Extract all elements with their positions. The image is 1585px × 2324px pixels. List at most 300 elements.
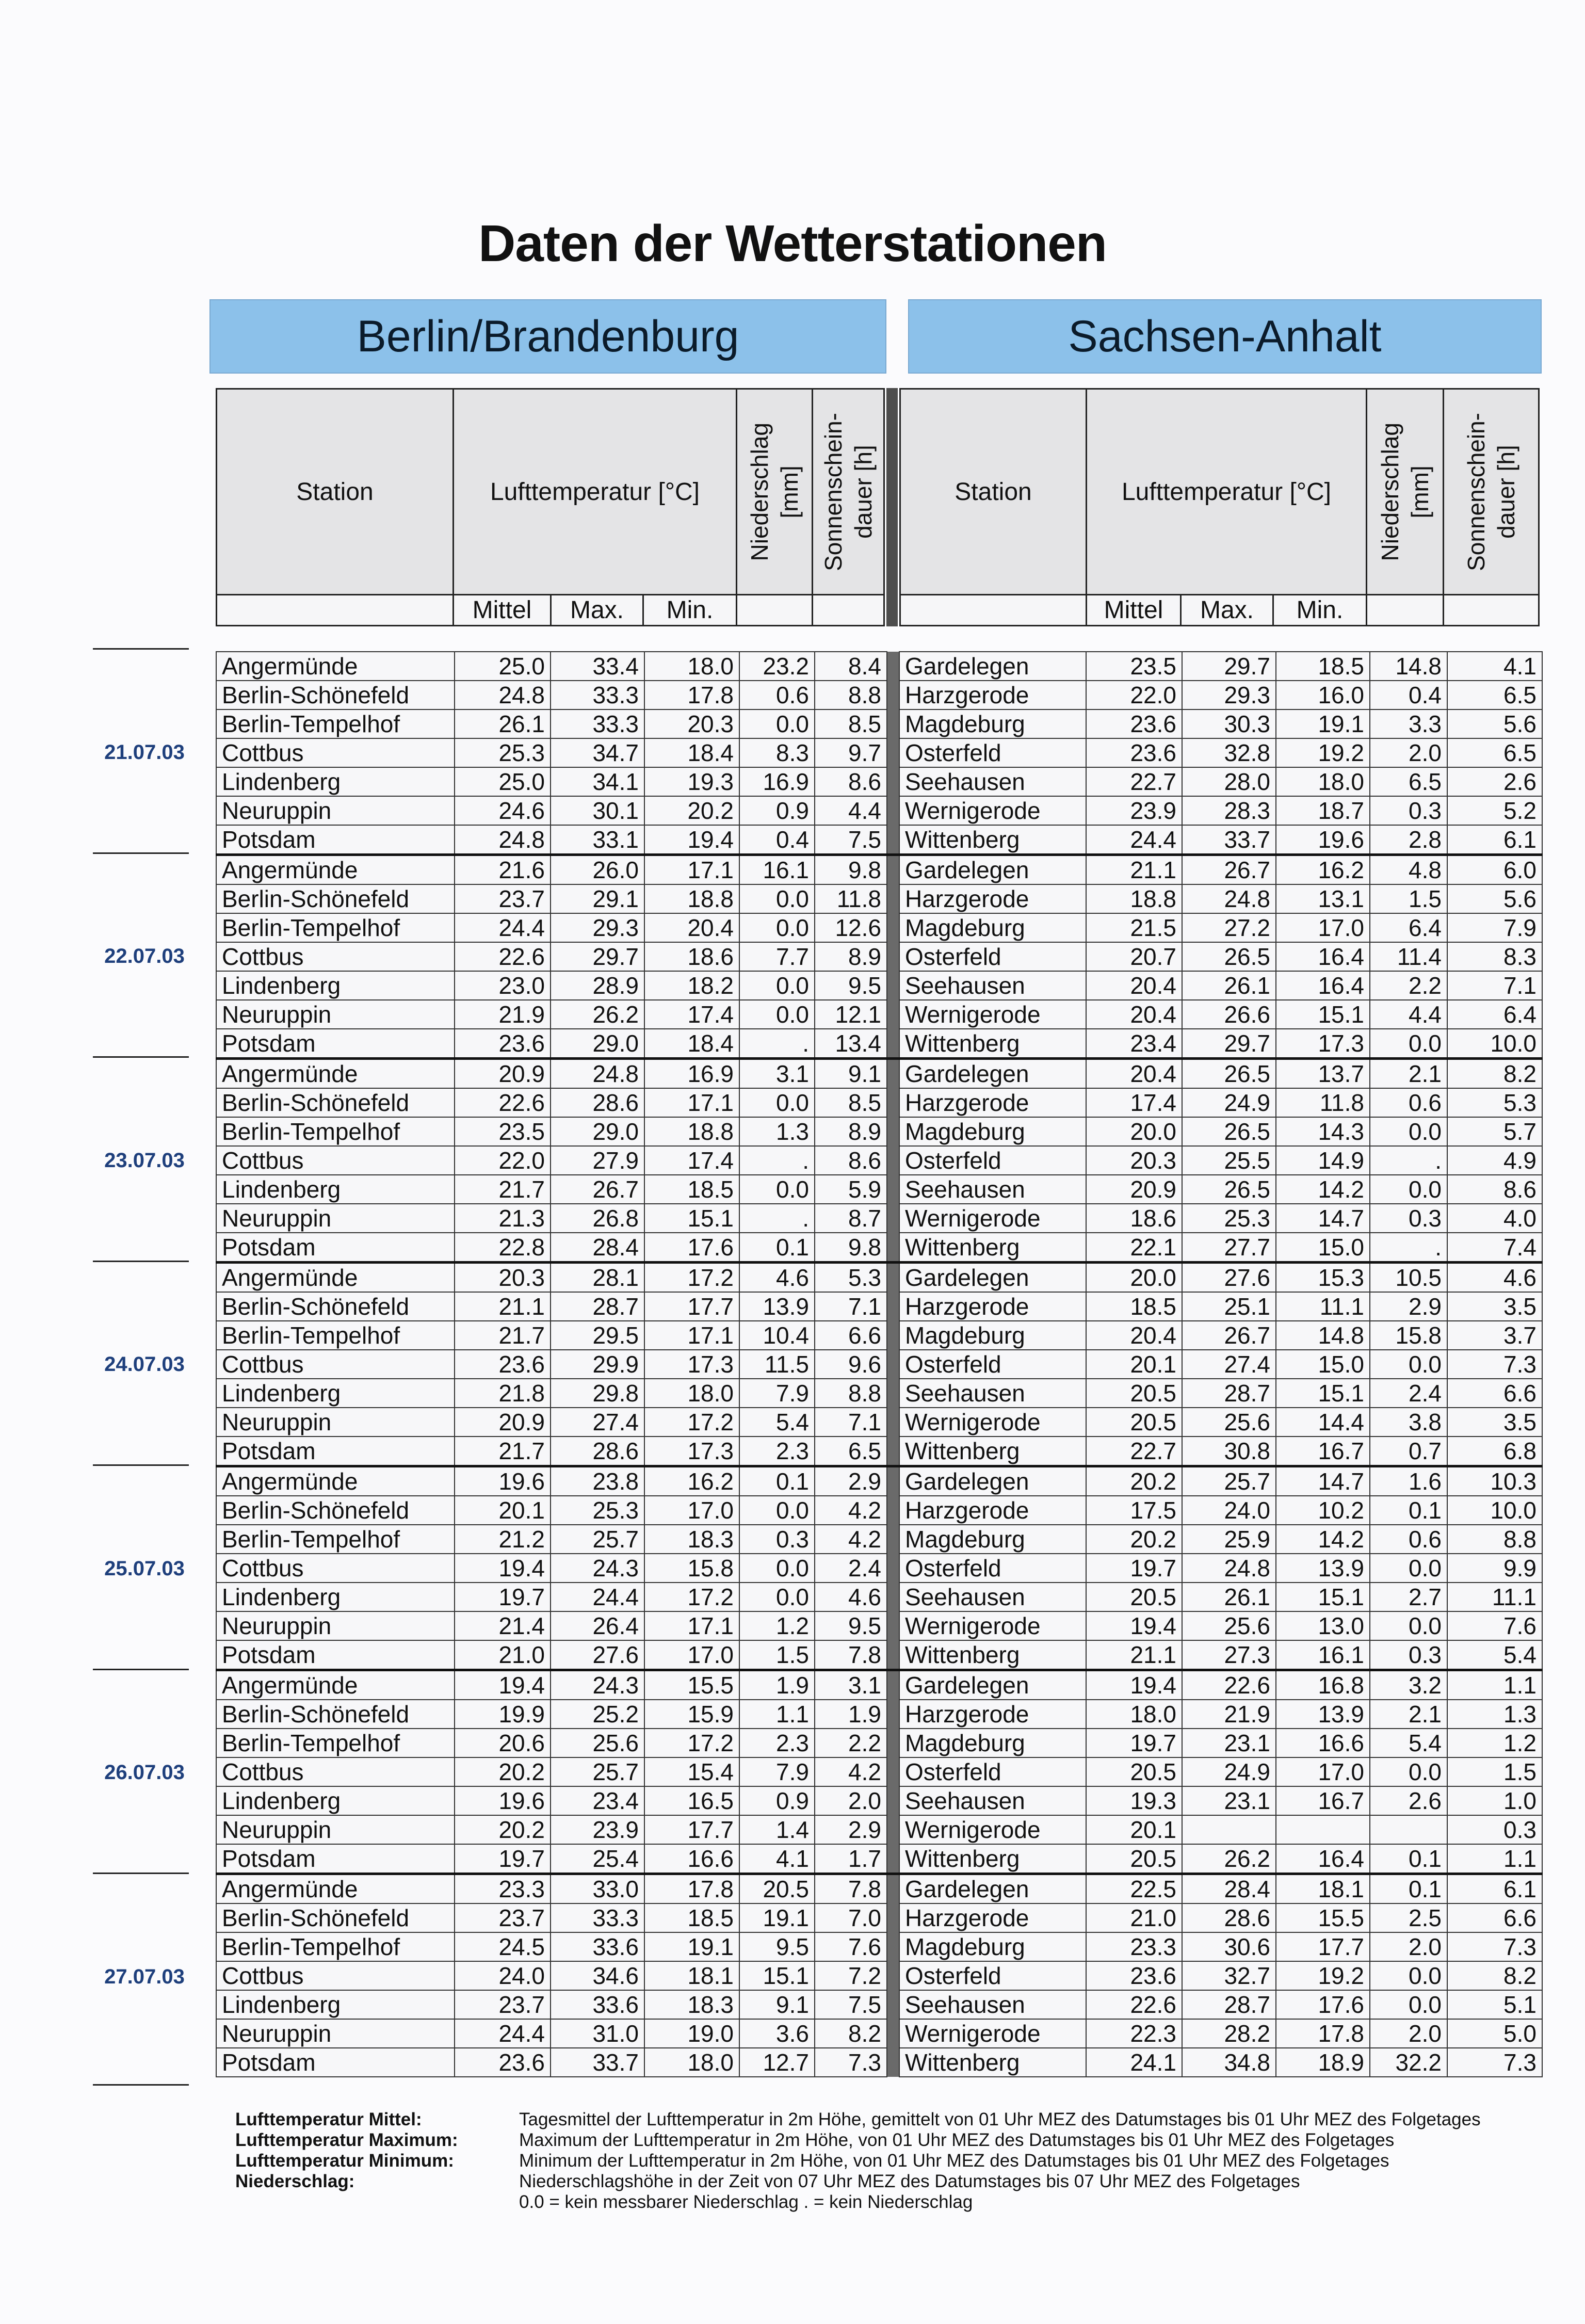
column-separator-cell xyxy=(887,1000,899,1029)
legend-term: Lufttemperatur Mittel: xyxy=(235,2109,422,2129)
column-separator-cell xyxy=(887,1961,899,1990)
min-cell-left: 20.4 xyxy=(644,913,739,942)
header-sun-right xyxy=(1443,388,1540,595)
sun-cell-right: 6.1 xyxy=(1447,1874,1542,1904)
sun-cell-right: 7.6 xyxy=(1447,1611,1542,1640)
sun-cell-right: 1.3 xyxy=(1447,1700,1542,1729)
mittel-cell-left: 21.7 xyxy=(455,1437,551,1466)
max-cell-right: 25.1 xyxy=(1182,1292,1276,1321)
date-divider xyxy=(93,1261,189,1262)
precip-cell-right: 11.4 xyxy=(1370,942,1447,971)
column-separator-cell xyxy=(887,1292,899,1321)
precip-cell-left: 19.1 xyxy=(739,1903,815,1932)
sun-cell-left: 7.8 xyxy=(815,1874,887,1904)
mittel-cell-right: 22.7 xyxy=(1086,1437,1182,1466)
precip-cell-right: 15.8 xyxy=(1370,1321,1447,1350)
max-cell-left: 23.8 xyxy=(551,1466,644,1496)
table-row xyxy=(216,652,1542,681)
station-name-left: Neuruppin xyxy=(216,1815,455,1844)
station-name-left: Potsdam xyxy=(216,1640,455,1670)
table-row xyxy=(216,1204,1542,1233)
mittel-cell-right: 23.6 xyxy=(1086,1961,1182,1990)
column-separator-cell xyxy=(887,942,899,971)
table-row xyxy=(216,1525,1542,1554)
mittel-cell-left: 23.0 xyxy=(455,971,551,1000)
table-row xyxy=(216,1088,1542,1117)
column-separator-cell xyxy=(887,1815,899,1844)
max-cell-right xyxy=(1182,1815,1276,1844)
station-name-right: Harzgerode xyxy=(899,1292,1086,1321)
mittel-cell-left: 20.2 xyxy=(455,1815,551,1844)
table-row xyxy=(216,1321,1542,1350)
mittel-cell-right: 20.5 xyxy=(1086,1379,1182,1408)
sun-cell-left: 2.9 xyxy=(815,1815,887,1844)
precip-cell-left: 0.0 xyxy=(739,884,815,913)
column-separator-cell xyxy=(887,913,899,942)
column-separator-cell xyxy=(887,1757,899,1786)
mittel-cell-right: 23.6 xyxy=(1086,709,1182,738)
min-cell-right: 13.9 xyxy=(1276,1700,1370,1729)
station-name-right: Seehausen xyxy=(899,767,1086,796)
min-cell-right: 13.9 xyxy=(1276,1554,1370,1583)
column-separator-cell xyxy=(887,1670,899,1700)
mittel-cell-right: 23.6 xyxy=(1086,738,1182,767)
sun-cell-left: 8.2 xyxy=(815,2019,887,2048)
mittel-cell-right: 18.8 xyxy=(1086,884,1182,913)
column-separator-cell xyxy=(887,1233,899,1263)
max-cell-left: 29.8 xyxy=(551,1379,644,1408)
station-name-left: Lindenberg xyxy=(216,767,455,796)
station-name-left: Berlin-Schönefeld xyxy=(216,1496,455,1525)
precip-cell-right: 0.6 xyxy=(1370,1525,1447,1554)
station-name-right: Magdeburg xyxy=(899,913,1086,942)
sun-cell-right: 9.9 xyxy=(1447,1554,1542,1583)
mittel-cell-left: 21.8 xyxy=(455,1379,551,1408)
precip-cell-left: 3.6 xyxy=(739,2019,815,2048)
legend-term: Lufttemperatur Maximum: xyxy=(235,2130,458,2150)
sun-cell-right: 10.0 xyxy=(1447,1496,1542,1525)
precip-cell-left: 0.0 xyxy=(739,1000,815,1029)
station-name-right: Wernigerode xyxy=(899,1611,1086,1640)
min-cell-right: 18.9 xyxy=(1276,2048,1370,2077)
mittel-cell-left: 21.7 xyxy=(455,1175,551,1204)
station-name-right: Wernigerode xyxy=(899,1204,1086,1233)
header-max-left: Max. xyxy=(550,594,644,626)
mittel-cell-left: 24.8 xyxy=(455,681,551,709)
station-name-left: Potsdam xyxy=(216,1233,455,1263)
sun-cell-left: 8.8 xyxy=(815,1379,887,1408)
mittel-cell-right: 20.9 xyxy=(1086,1175,1182,1204)
sun-cell-right: 1.2 xyxy=(1447,1729,1542,1757)
mittel-cell-right: 20.5 xyxy=(1086,1757,1182,1786)
max-cell-right: 28.7 xyxy=(1182,1379,1276,1408)
min-cell-right: 17.6 xyxy=(1276,1990,1370,2019)
column-separator-cell xyxy=(887,1583,899,1611)
station-name-right: Wernigerode xyxy=(899,1815,1086,1844)
min-cell-left: 17.2 xyxy=(644,1263,739,1293)
precip-cell-right xyxy=(1370,1815,1447,1844)
precip-cell-left: 7.9 xyxy=(739,1757,815,1786)
station-name-left: Cottbus xyxy=(216,942,455,971)
header-sun-left-label: Sonnenschein- dauer [h] xyxy=(820,412,877,571)
column-separator-cell xyxy=(887,2048,899,2077)
precip-cell-right: 6.5 xyxy=(1370,767,1447,796)
precip-cell-right: 0.1 xyxy=(1370,1874,1447,1904)
precip-cell-left: 20.5 xyxy=(739,1874,815,1904)
table-row xyxy=(216,1350,1542,1379)
station-name-left: Potsdam xyxy=(216,825,455,855)
max-cell-right: 28.6 xyxy=(1182,1903,1276,1932)
mittel-cell-left: 19.7 xyxy=(455,1583,551,1611)
max-cell-left: 33.3 xyxy=(551,709,644,738)
mittel-cell-right: 22.3 xyxy=(1086,2019,1182,2048)
sun-cell-right: 6.5 xyxy=(1447,738,1542,767)
table-row xyxy=(216,2048,1542,2077)
precip-cell-right: 2.1 xyxy=(1370,1700,1447,1729)
min-cell-right: 13.7 xyxy=(1276,1059,1370,1089)
mittel-cell-left: 19.7 xyxy=(455,1844,551,1874)
min-cell-right: 14.2 xyxy=(1276,1525,1370,1554)
sun-cell-left: 9.1 xyxy=(815,1059,887,1089)
station-name-left: Neuruppin xyxy=(216,1408,455,1437)
column-separator-cell xyxy=(887,767,899,796)
min-cell-left: 17.6 xyxy=(644,1233,739,1263)
min-cell-left: 17.1 xyxy=(644,1088,739,1117)
sun-cell-left: 8.4 xyxy=(815,652,887,681)
sun-cell-right: 1.1 xyxy=(1447,1670,1542,1700)
min-cell-left: 16.9 xyxy=(644,1059,739,1089)
max-cell-right: 27.2 xyxy=(1182,913,1276,942)
min-cell-left: 17.2 xyxy=(644,1408,739,1437)
sun-cell-left: 8.5 xyxy=(815,709,887,738)
header-precip-right-label: Niederschlag [mm] xyxy=(1377,422,1433,561)
weather-data-table xyxy=(216,651,1543,2077)
sun-cell-left: 6.6 xyxy=(815,1321,887,1350)
station-name-right: Gardelegen xyxy=(899,1466,1086,1496)
station-name-right: Wernigerode xyxy=(899,796,1086,825)
table-row xyxy=(216,1990,1542,2019)
mittel-cell-left: 23.5 xyxy=(455,1117,551,1146)
precip-cell-right: 2.5 xyxy=(1370,1903,1447,1932)
station-name-left: Lindenberg xyxy=(216,971,455,1000)
station-name-left: Berlin-Schönefeld xyxy=(216,1088,455,1117)
sun-cell-right: 7.3 xyxy=(1447,1932,1542,1961)
min-cell-left: 15.5 xyxy=(644,1670,739,1700)
mittel-cell-left: 23.7 xyxy=(455,1903,551,1932)
legend-terms xyxy=(235,2109,524,2192)
table-row xyxy=(216,1466,1542,1496)
mittel-cell-left: 21.6 xyxy=(455,855,551,885)
header-precip-left xyxy=(736,388,813,595)
min-cell-left: 16.2 xyxy=(644,1466,739,1496)
precip-cell-left: 0.1 xyxy=(739,1466,815,1496)
precip-cell-right: 0.1 xyxy=(1370,1844,1447,1874)
max-cell-right: 26.6 xyxy=(1182,1000,1276,1029)
min-cell-right xyxy=(1276,1815,1370,1844)
sun-cell-right: 7.3 xyxy=(1447,2048,1542,2077)
header-precip-left-label: Niederschlag [mm] xyxy=(746,422,803,561)
station-name-left: Cottbus xyxy=(216,1350,455,1379)
max-cell-right: 26.7 xyxy=(1182,855,1276,885)
precip-cell-right: 14.8 xyxy=(1370,652,1447,681)
max-cell-left: 27.6 xyxy=(551,1640,644,1670)
max-cell-left: 24.8 xyxy=(551,1059,644,1089)
mittel-cell-right: 21.1 xyxy=(1086,1640,1182,1670)
column-separator-cell xyxy=(887,1088,899,1117)
precip-cell-left: 7.7 xyxy=(739,942,815,971)
header-temperature-left: Lufttemperatur [°C] xyxy=(452,388,737,595)
table-row xyxy=(216,913,1542,942)
column-separator-cell xyxy=(887,971,899,1000)
station-name-right: Wittenberg xyxy=(899,825,1086,855)
mittel-cell-right: 20.1 xyxy=(1086,1350,1182,1379)
max-cell-left: 33.0 xyxy=(551,1874,644,1904)
mittel-cell-right: 22.1 xyxy=(1086,1233,1182,1263)
sun-cell-right: 4.9 xyxy=(1447,1146,1542,1175)
min-cell-right: 15.0 xyxy=(1276,1350,1370,1379)
table-row xyxy=(216,1292,1542,1321)
mittel-cell-left: 25.3 xyxy=(455,738,551,767)
mittel-cell-left: 21.7 xyxy=(455,1321,551,1350)
precip-cell-right: 2.6 xyxy=(1370,1786,1447,1815)
table-header xyxy=(216,388,1540,626)
mittel-cell-left: 21.1 xyxy=(455,1292,551,1321)
max-cell-left: 23.9 xyxy=(551,1815,644,1844)
column-separator-cell xyxy=(887,1990,899,2019)
min-cell-right: 17.3 xyxy=(1276,1029,1370,1059)
sun-cell-right: 4.1 xyxy=(1447,652,1542,681)
sun-cell-left: 8.9 xyxy=(815,942,887,971)
mittel-cell-right: 24.4 xyxy=(1086,825,1182,855)
header-blank-left xyxy=(216,594,454,626)
station-name-left: Potsdam xyxy=(216,1437,455,1466)
precip-cell-left: 1.5 xyxy=(739,1640,815,1670)
min-cell-right: 18.5 xyxy=(1276,652,1370,681)
precip-cell-right: 0.0 xyxy=(1370,1117,1447,1146)
header-min-right: Min. xyxy=(1272,594,1367,626)
mittel-cell-left: 24.8 xyxy=(455,825,551,855)
header-precip-left-blank xyxy=(736,594,813,626)
sun-cell-left: 1.9 xyxy=(815,1700,887,1729)
mittel-cell-right: 20.2 xyxy=(1086,1525,1182,1554)
station-name-left: Angermünde xyxy=(216,855,455,885)
max-cell-right: 27.6 xyxy=(1182,1263,1276,1293)
max-cell-left: 34.7 xyxy=(551,738,644,767)
column-separator-cell xyxy=(887,652,899,681)
max-cell-left: 29.1 xyxy=(551,884,644,913)
precip-cell-right: 0.6 xyxy=(1370,1088,1447,1117)
max-cell-left: 28.9 xyxy=(551,971,644,1000)
precip-cell-right: 0.0 xyxy=(1370,1961,1447,1990)
sun-cell-left: 11.8 xyxy=(815,884,887,913)
max-cell-right: 27.3 xyxy=(1182,1640,1276,1670)
min-cell-left: 19.0 xyxy=(644,2019,739,2048)
mittel-cell-right: 23.5 xyxy=(1086,652,1182,681)
max-cell-left: 25.4 xyxy=(551,1844,644,1874)
max-cell-left: 29.9 xyxy=(551,1350,644,1379)
column-separator-cell xyxy=(887,1525,899,1554)
max-cell-left: 27.4 xyxy=(551,1408,644,1437)
column-separator-cell xyxy=(887,1874,899,1904)
table-row xyxy=(216,1961,1542,1990)
legend-definitions xyxy=(519,2109,1551,2213)
station-name-left: Berlin-Tempelhof xyxy=(216,1117,455,1146)
station-name-right: Harzgerode xyxy=(899,884,1086,913)
min-cell-left: 18.0 xyxy=(644,2048,739,2077)
precip-cell-left: 0.6 xyxy=(739,681,815,709)
max-cell-left: 33.1 xyxy=(551,825,644,855)
column-separator-cell xyxy=(887,1379,899,1408)
date-label: 24.07.03 xyxy=(104,1353,185,1376)
min-cell-left: 19.4 xyxy=(644,825,739,855)
column-separator-cell xyxy=(887,1640,899,1670)
station-name-left: Potsdam xyxy=(216,2048,455,2077)
date-label: 26.07.03 xyxy=(104,1761,185,1784)
min-cell-left: 18.4 xyxy=(644,1029,739,1059)
sun-cell-right: 2.6 xyxy=(1447,767,1542,796)
mittel-cell-right: 22.0 xyxy=(1086,681,1182,709)
precip-cell-left: . xyxy=(739,1204,815,1233)
station-name-left: Lindenberg xyxy=(216,1175,455,1204)
max-cell-right: 26.7 xyxy=(1182,1321,1276,1350)
station-name-left: Berlin-Schönefeld xyxy=(216,1292,455,1321)
station-name-left: Lindenberg xyxy=(216,1990,455,2019)
max-cell-right: 23.1 xyxy=(1182,1729,1276,1757)
min-cell-right: 18.1 xyxy=(1276,1874,1370,1904)
min-cell-left: 17.2 xyxy=(644,1583,739,1611)
mittel-cell-left: 20.2 xyxy=(455,1757,551,1786)
mittel-cell-right: 19.4 xyxy=(1086,1670,1182,1700)
column-separator-cell xyxy=(887,738,899,767)
station-name-left: Angermünde xyxy=(216,652,455,681)
station-name-right: Seehausen xyxy=(899,1583,1086,1611)
sun-cell-left: 1.7 xyxy=(815,1844,887,1874)
station-name-right: Magdeburg xyxy=(899,1321,1086,1350)
min-cell-right: 14.2 xyxy=(1276,1175,1370,1204)
min-cell-right: 13.1 xyxy=(1276,884,1370,913)
min-cell-right: 16.1 xyxy=(1276,1640,1370,1670)
station-name-right: Osterfeld xyxy=(899,738,1086,767)
sun-cell-left: 12.6 xyxy=(815,913,887,942)
table-row xyxy=(216,942,1542,971)
column-separator-cell xyxy=(887,1146,899,1175)
legend-definition: 0.0 = kein messbarer Niederschlag . = kein Niederschlag xyxy=(519,2192,973,2212)
station-name-left: Cottbus xyxy=(216,1554,455,1583)
max-cell-left: 28.4 xyxy=(551,1233,644,1263)
header-station-left: Station xyxy=(216,388,454,595)
table-row xyxy=(216,1175,1542,1204)
min-cell-right: 18.7 xyxy=(1276,796,1370,825)
min-cell-left: 20.3 xyxy=(644,709,739,738)
sun-cell-right: 3.5 xyxy=(1447,1408,1542,1437)
table-row xyxy=(216,1757,1542,1786)
precip-cell-right: 2.9 xyxy=(1370,1292,1447,1321)
max-cell-left: 33.3 xyxy=(551,681,644,709)
date-divider xyxy=(93,852,189,854)
precip-cell-left: 0.0 xyxy=(739,1175,815,1204)
max-cell-left: 26.2 xyxy=(551,1000,644,1029)
max-cell-right: 24.8 xyxy=(1182,1554,1276,1583)
mittel-cell-left: 19.9 xyxy=(455,1700,551,1729)
precip-cell-left: 2.3 xyxy=(739,1437,815,1466)
region-header-sachsen-anhalt: Sachsen-Anhalt xyxy=(908,299,1542,374)
min-cell-right: 19.2 xyxy=(1276,1961,1370,1990)
max-cell-left: 26.0 xyxy=(551,855,644,885)
sun-cell-left: 4.6 xyxy=(815,1583,887,1611)
station-name-right: Wittenberg xyxy=(899,1640,1086,1670)
max-cell-left: 28.7 xyxy=(551,1292,644,1321)
station-name-right: Osterfeld xyxy=(899,1757,1086,1786)
station-name-right: Seehausen xyxy=(899,1379,1086,1408)
precip-cell-left: 7.9 xyxy=(739,1379,815,1408)
min-cell-left: 19.3 xyxy=(644,767,739,796)
max-cell-left: 25.3 xyxy=(551,1496,644,1525)
station-name-right: Wittenberg xyxy=(899,2048,1086,2077)
min-cell-right: 10.2 xyxy=(1276,1496,1370,1525)
column-separator-cell xyxy=(887,1554,899,1583)
sun-cell-left: 9.8 xyxy=(815,1233,887,1263)
max-cell-left: 33.4 xyxy=(551,652,644,681)
precip-cell-right: 2.4 xyxy=(1370,1379,1447,1408)
precip-cell-left: 8.3 xyxy=(739,738,815,767)
station-name-right: Wernigerode xyxy=(899,1408,1086,1437)
header-mittel-right: Mittel xyxy=(1086,594,1182,626)
station-name-right: Wernigerode xyxy=(899,2019,1086,2048)
station-name-left: Angermünde xyxy=(216,1059,455,1089)
mittel-cell-left: 26.1 xyxy=(455,709,551,738)
header-max-right: Max. xyxy=(1180,594,1274,626)
min-cell-left: 17.3 xyxy=(644,1350,739,1379)
column-separator-cell xyxy=(887,825,899,855)
table-row xyxy=(216,1932,1542,1961)
sun-cell-left: 7.1 xyxy=(815,1292,887,1321)
table-row xyxy=(216,1000,1542,1029)
precip-cell-left: 11.5 xyxy=(739,1350,815,1379)
sun-cell-left: 9.5 xyxy=(815,971,887,1000)
min-cell-left: 16.6 xyxy=(644,1844,739,1874)
precip-cell-right: 0.0 xyxy=(1370,1350,1447,1379)
min-cell-left: 17.3 xyxy=(644,1437,739,1466)
mittel-cell-left: 23.6 xyxy=(455,1029,551,1059)
sun-cell-right: 4.6 xyxy=(1447,1263,1542,1293)
station-name-right: Wittenberg xyxy=(899,1844,1086,1874)
column-separator-cell xyxy=(887,1729,899,1757)
min-cell-right: 16.4 xyxy=(1276,971,1370,1000)
station-name-left: Angermünde xyxy=(216,1874,455,1904)
table-row xyxy=(216,1583,1542,1611)
precip-cell-right: 2.0 xyxy=(1370,2019,1447,2048)
precip-cell-right: 4.8 xyxy=(1370,855,1447,885)
precip-cell-right: 1.6 xyxy=(1370,1466,1447,1496)
precip-cell-right: 32.2 xyxy=(1370,2048,1447,2077)
min-cell-right: 19.1 xyxy=(1276,709,1370,738)
column-separator-cell xyxy=(887,1059,899,1089)
sun-cell-right: 7.4 xyxy=(1447,1233,1542,1263)
min-cell-right: 14.8 xyxy=(1276,1321,1370,1350)
header-temperature-right: Lufttemperatur [°C] xyxy=(1086,388,1367,595)
sun-cell-right: 3.5 xyxy=(1447,1292,1542,1321)
column-separator-cell xyxy=(887,1437,899,1466)
mittel-cell-left: 24.4 xyxy=(455,2019,551,2048)
station-name-left: Berlin-Schönefeld xyxy=(216,1700,455,1729)
sun-cell-right: 6.8 xyxy=(1447,1437,1542,1466)
sun-cell-left: 4.2 xyxy=(815,1757,887,1786)
min-cell-right: 16.7 xyxy=(1276,1437,1370,1466)
station-name-right: Osterfeld xyxy=(899,1146,1086,1175)
column-separator-cell xyxy=(887,1700,899,1729)
table-row xyxy=(216,1640,1542,1670)
max-cell-right: 28.2 xyxy=(1182,2019,1276,2048)
